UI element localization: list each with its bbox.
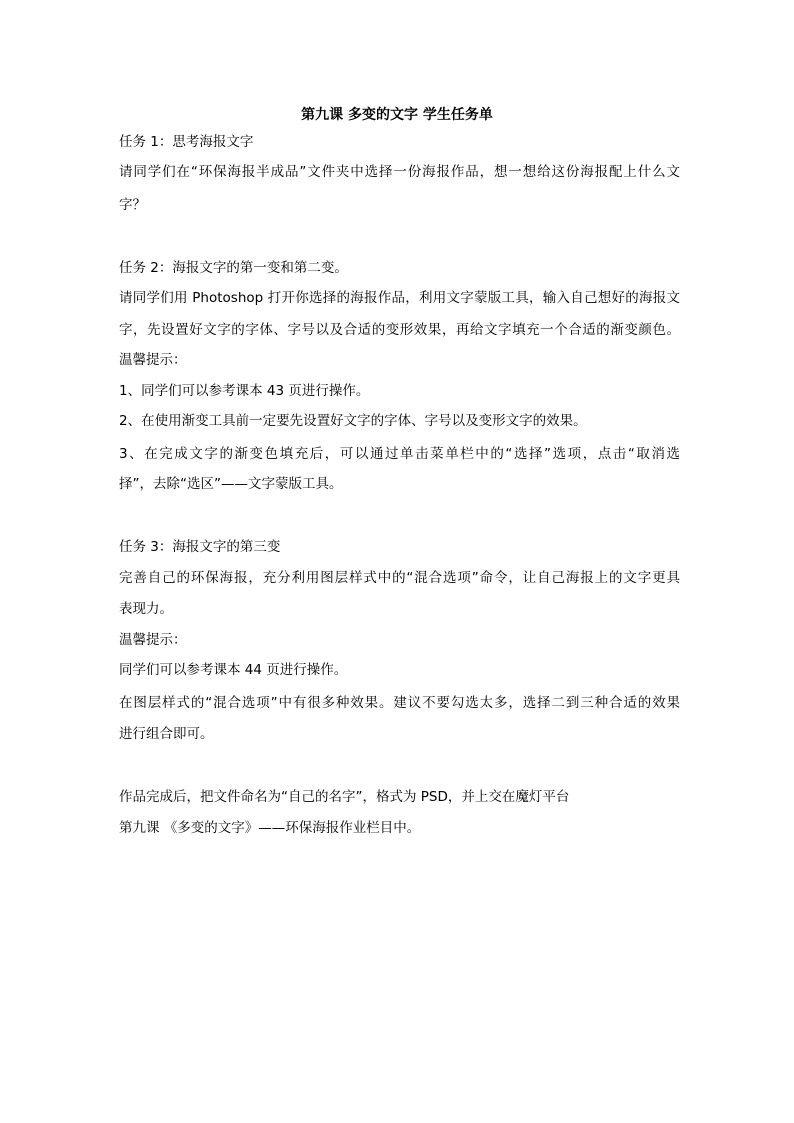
task3-text-line: 表现力。 (119, 601, 173, 617)
task3-tip: 同学们可以参考课本 44 页进行操作。 (119, 662, 348, 678)
task1-text-line: 请同学们在“环保海报半成品”文件夹中选择一份海报作品，想一想给这份海报配上什么文 (119, 164, 680, 180)
task3-tip: 在图层样式的“混合选项”中有很多种效果。建议不要勾选太多，选择二到三种合适的效果 (119, 695, 680, 711)
task1-text-line: 字？ (119, 197, 146, 213)
task2-heading: 任务 2：海报文字的第一变和第二变。 (119, 260, 348, 276)
task2-text-line: 请同学们用 Photoshop 打开你选择的海报作品，利用文字蒙版工具，输入自己想好的海报文 (119, 290, 680, 306)
task1-heading: 任务 1：思考海报文字 (119, 134, 254, 150)
task3-tip: 进行组合即可。 (119, 726, 214, 742)
task2-text-line: 字，先设置好文字的字体、字号以及合适的变形效果，再给文字填充一个合适的渐变颜色。 (119, 322, 680, 338)
task2-tip: 3、在完成文字的渐变色填充后，可以通过单击菜单栏中的“选择”选项，点击“取消选 (119, 446, 680, 462)
task2-tip: 2、在使用渐变工具前一定要先设置好文字的字体、字号以及变形文字的效果。 (119, 413, 587, 429)
closing-line: 第九课 《多变的文字》——环保海报作业栏目中。 (119, 820, 421, 836)
task3-heading: 任务 3：海报文字的第三变 (119, 539, 281, 555)
closing-line: 作品完成后，把文件命名为“自己的名字”，格式为 PSD，并上交在魔灯平台 (119, 789, 570, 805)
task3-tip-label: 温馨提示： (119, 632, 187, 648)
task2-tip: 1、同学们可以参考课本 43 页进行操作。 (119, 383, 370, 399)
task2-tip: 择”，去除“选区”——文字蒙版工具。 (119, 476, 343, 492)
page-title: 第九课 多变的文字 学生任务单 (301, 107, 493, 123)
task3-text-line: 完善自己的环保海报，充分利用图层样式中的“混合选项”命令，让自己海报上的文字更具 (119, 570, 680, 586)
task2-tip-label: 温馨提示： (119, 352, 187, 368)
